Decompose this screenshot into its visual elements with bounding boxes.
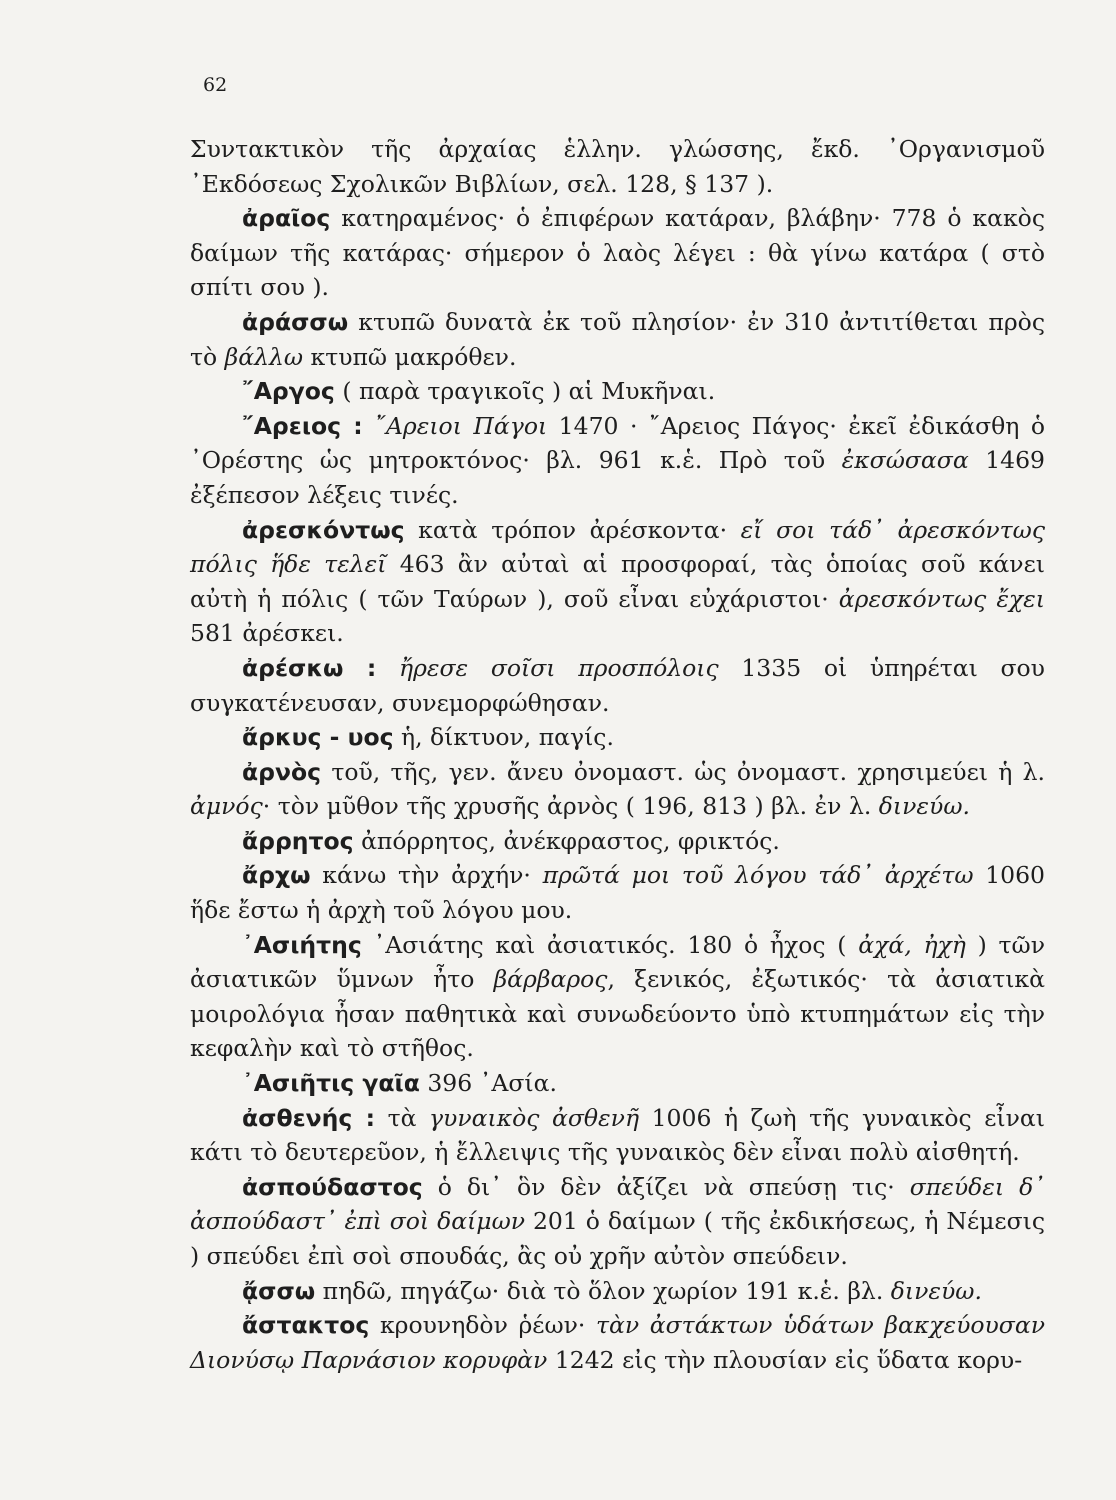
entry-quote: τὰν ἀστάκτων ὑδάτων βακχεύουσαν Διονύσῳ Παρνάσιον κορυφὰν (190, 1311, 1045, 1374)
entry-definition: τοῦ, τῆς, γεν. ἄνευ ὀνομαστ. ὡς ὀνομαστ. χρησιμεύει ἡ λ. (321, 757, 1045, 786)
entry-quote: ἀμνός (190, 792, 263, 821)
dictionary-entry (190, 928, 1045, 1066)
entry-quote: εἴ σοι τάδ᾿ ἀρεσκόντως πόλις ἥδε τελεῖ (190, 515, 1045, 579)
entry-definition (376, 654, 399, 682)
entry-definition: τὰ (375, 1103, 430, 1132)
entry-definition: 1469 ἐξέπεσον λέξεις τινές. (190, 446, 1045, 509)
entry-headword: ἄρχω (242, 861, 311, 890)
entry-headword: ἀρέσκω : (242, 653, 377, 682)
entry-definition: 581 ἀρέσκει. (190, 619, 344, 648)
entry-quote: βάρβαρος (493, 965, 608, 994)
entry-headword: ᾄσσω (242, 1276, 316, 1305)
intro-paragraph: Συντακτικὸν τῆς ἀρχαίας ἑλλην. γλώσσης, ἔκδ. ᾿Οργανισμοῦ ᾿Εκδόσεως Σχολικῶν Βιβλίων, σελ. 128, § 137 ). (190, 135, 1045, 198)
entry-definition: κατηραμένος· ὁ ἐπιφέρων κατάραν, βλάβην· 778 ὁ κακὸς δαίμων τῆς κατάρας· σήμερον ὁ λαὸς λέγει : θὰ γίνω κατάρα ( στὸ σπίτι σου ). (190, 204, 1045, 302)
entry-headword: ἀραῖος (242, 204, 331, 233)
entry-headword: ἀσθενής : (242, 1103, 376, 1132)
entry-quote: πρῶτά μοι τοῦ λόγου τάδ᾿ ἀρχέτω (542, 861, 974, 890)
dictionary-entry (190, 1101, 1045, 1170)
dictionary-entry (190, 651, 1045, 720)
entry-headword: ᾿Ασιήτης (242, 930, 362, 959)
entry-definition (363, 412, 375, 440)
entry-headword: ῎Αρειος : (242, 411, 363, 440)
entry-headword: ἄρκυς - υος (242, 723, 394, 752)
entry-definition: ) τῶν ἀσιατικῶν ὕμνων ἦτο (190, 930, 1045, 994)
entry-definition: ὁ δι᾿ ὃν δὲν ἀξίζει νὰ σπεύσῃ τις· (422, 1172, 910, 1201)
entry-definition: 1242 εἰς τὴν πλουσίαν εἰς ὕδατα κορυ- (547, 1345, 1023, 1374)
dictionary-entry (190, 720, 1045, 755)
entry-quote: γυναικὸς ἀσθενῆ (429, 1103, 640, 1132)
dictionary-entry (190, 201, 1045, 305)
entry-definition: 1470 · ῎Αρειος Πάγος· ἐκεῖ ἐδικάσθη ὁ ᾿Ορέστης ὡς μητροκτόνος· βλ. 961 κ.ἑ. Πρὸ τοῦ (190, 411, 1045, 475)
entry-definition: , ξενικός, ἐξωτικός· τὰ ἀσιατικὰ μοιρολόγια ἦσαν παθητικὰ καὶ συνωδεύοντο ὑπὸ κτυπημάτων εἰς τὴν κεφαλὴν καὶ τὸ στῆθος. (190, 965, 1045, 1063)
entry-definition: κτυπῶ δυνατὰ ἐκ τοῦ πλησίον· ἐν 310 ἀντιτίθεται πρὸς τὸ (190, 307, 1045, 371)
dictionary-entry (190, 1274, 1045, 1309)
entry-definition: πηδῶ, πηγάζω· διὰ τὸ ὅλον χωρίον 191 κ.ἑ. βλ. (315, 1276, 891, 1305)
entry-definition: 463 ἂν αὐταὶ αἱ προσφοραί, τὰς ὁποίας σοῦ κάνει αὐτὴ ἡ πόλις ( τῶν Ταύρων ), σοῦ εἶναι εὐχάριστοι· (190, 550, 1045, 613)
entry-quote: ἤρεσε σοῖσι προσπόλοις (398, 653, 719, 682)
dictionary-entry (190, 755, 1045, 824)
entry-headword: ἀρεσκόντως (242, 515, 405, 544)
entry-definition: κάνω τὴν ἀρχήν· (310, 861, 543, 890)
dictionary-entry (190, 374, 1045, 409)
entry-headword: ἀράσσω (242, 307, 349, 336)
entry-quote: ῎Αρειοι Πάγοι (374, 411, 548, 440)
entry-definition: ἀπόρρητος, ἀνέκφραστος, φρικτός. (353, 826, 780, 855)
dictionary-entry (190, 409, 1045, 513)
entry-headword: ᾿Ασιῆτις γαῖα (242, 1069, 420, 1098)
entry-definition: 1006 ἡ ζωὴ τῆς γυναικὸς εἶναι κάτι τὸ δευτερεῦον, ἡ ἔλλειψις τῆς γυναικὸς δὲν εἶναι πολὺ αἰσθητή. (190, 1103, 1045, 1167)
dictionary-entry (190, 1066, 1045, 1101)
dictionary-entry (190, 513, 1045, 651)
entry-headword: ἀσπούδαστος (242, 1172, 423, 1201)
entry-definition: ( παρὰ τραγικοῖς ) αἱ Μυκῆναι. (334, 377, 716, 406)
entry-definition: 1060 ἥδε ἔστω ἡ ἀρχὴ τοῦ λόγου μου. (190, 861, 1046, 925)
entry-quote: ἐκσώσασα (841, 446, 969, 475)
entry-definition: 1335 οἱ ὑπηρέται σου συγκατένευσαν, συνεμορφώθησαν. (190, 653, 1045, 717)
entry-definition: κατὰ τρόπον ἀρέσκοντα· (404, 515, 741, 544)
entry-definition: 396 ᾿Ασία. (419, 1069, 557, 1098)
entry-definition: · τὸν μῦθον τῆς χρυσῆς ἀρνὸς ( 196, 813 ) βλ. ἐν λ. (262, 792, 879, 821)
entry-headword: ἄστακτος (242, 1311, 370, 1340)
entry-definition: κρουνηδὸν ῥέων· (369, 1311, 596, 1340)
dictionary-entry (190, 858, 1045, 927)
dictionary-entry (190, 1308, 1045, 1377)
entry-quote: ἀρεσκόντως ἔχει (838, 584, 1045, 613)
dictionary-entry (190, 305, 1045, 374)
entry-quote: ἀχά, ἠχὴ (858, 930, 966, 959)
entry-quote: δινεύω. (878, 792, 970, 821)
entry-headword: ἀρνὸς (242, 757, 322, 786)
entry-definition: ἡ, δίκτυον, παγίς. (393, 723, 614, 752)
entry-quote: σπεύδει δ᾿ ἀσπούδαστ᾿ ἐπὶ σοὶ δαίμων (190, 1172, 1045, 1236)
entry-headword: ἄρρητος (242, 826, 354, 855)
entry-quote: βάλλω (224, 342, 304, 371)
entry-definition: κτυπῶ μακρόθεν. (303, 342, 517, 371)
page-number: 62 (203, 74, 228, 96)
dictionary-text (190, 132, 1045, 1377)
dictionary-entry (190, 824, 1045, 859)
dictionary-entry (190, 1170, 1045, 1274)
entry-definition: ᾿Ασιάτης καὶ ἀσιατικός. 180 ὁ ἦχος ( (361, 930, 859, 959)
entry-quote: δινεύω. (890, 1276, 982, 1305)
entry-headword: ῎Αργος (242, 377, 335, 406)
entry-definition: 201 ὁ δαίμων ( τῆς ἐκδικήσεως, ἡ Νέμεσις ) σπεύδει ἐπὶ σοὶ σπουδάς, ἂς οὐ χρῆν αὐτὸν σπεύδειν. (190, 1207, 1045, 1270)
